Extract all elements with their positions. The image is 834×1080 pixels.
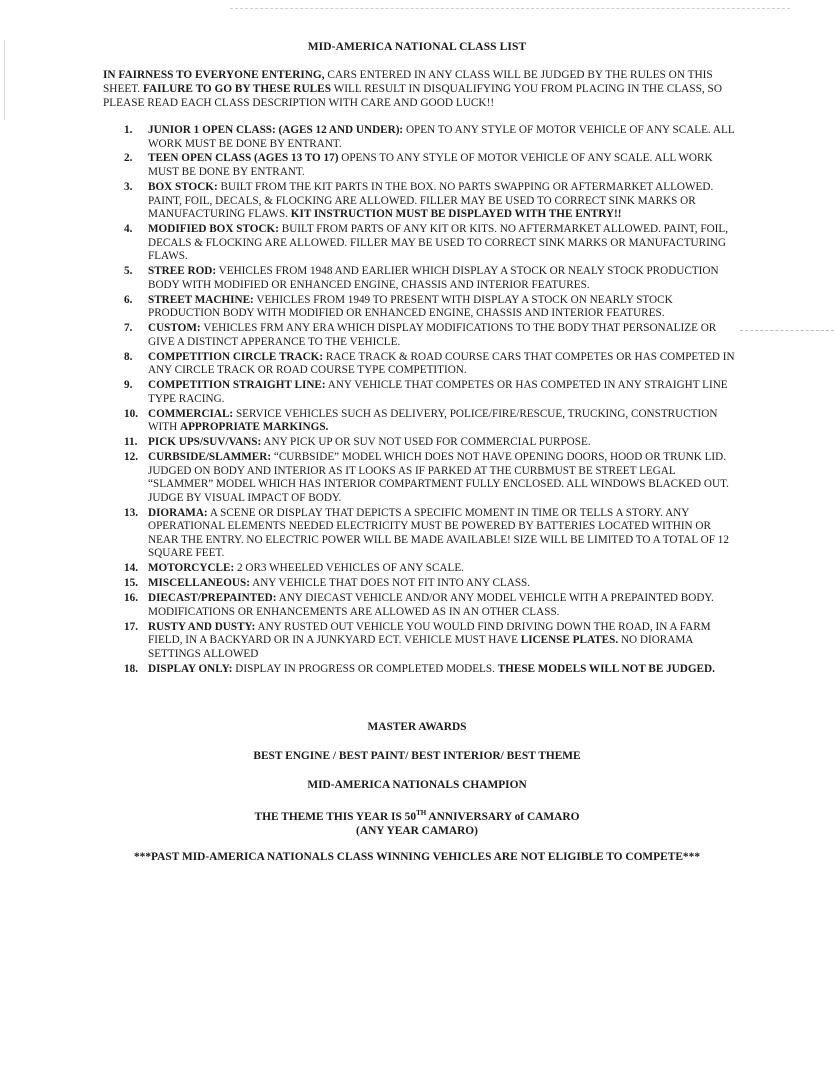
class-item — [110, 451, 740, 505]
class-number: 16. — [124, 592, 138, 605]
class-description: OPEN TO ANY STYLE OF MOTOR VEHICLE OF ANY SCALE. ALL WORK MUST BE DONE BY ENTRANT. — [148, 124, 735, 150]
class-description: VEHICLES FROM 1949 TO PRESENT WITH DISPLAY A STOCK ON NEARLY STOCK PRODUCTION BODY WITH MODIFIED OR ENHANCED ENGINE, CHASSIS AND INTERIOR FEATURES. — [148, 293, 673, 320]
class-label: MOTORCYCLE: — [148, 562, 235, 575]
class-description: 2 OR3 WHEELED VEHICLES OF ANY SCALE. — [234, 562, 464, 575]
class-number: 6. — [124, 293, 133, 306]
class-description-tail: NO DIORAMA SETTINGS ALLOWED — [148, 634, 693, 660]
class-label: DIECAST/PREPAINTED: — [148, 592, 277, 605]
master-awards-heading: MASTER AWARDS — [367, 721, 467, 733]
class-number: 13. — [124, 506, 138, 519]
class-number: 7. — [124, 322, 133, 335]
class-item — [110, 436, 740, 450]
class-number: 4. — [124, 223, 133, 236]
class-label: DIORAMA: — [148, 506, 208, 519]
class-list — [110, 124, 740, 678]
class-label: STREE ROD: — [148, 265, 217, 278]
class-item — [110, 223, 740, 264]
class-item — [110, 507, 740, 561]
class-label: COMMERCIAL: — [148, 407, 234, 420]
class-item — [110, 124, 740, 151]
theme-text: THE THEME THIS YEAR IS 50 — [254, 811, 417, 823]
class-item — [110, 408, 740, 435]
class-item — [110, 294, 740, 321]
class-label: TEEN OPEN CLASS (AGES 13 TO 17) — [148, 152, 339, 165]
class-description: ANY RUSTED OUT VEHICLE YOU WOULD FIND DRIVING DOWN THE ROAD, IN A FARM FIELD, IN A BACKYARD OR IN A JUNKYARD ECT. VEHICLE MUST HAVE — [148, 620, 711, 647]
class-description: OPENS TO ANY STYLE OF MOTOR VEHICLE OF ANY SCALE. ALL WORK MUST BE DONE BY ENTRANT. — [148, 152, 713, 179]
class-emphasis: KIT INSTRUCTION MUST BE DISPLAYED WITH THE ENTRY!! — [290, 208, 622, 221]
class-label: MODIFIED BOX STOCK: — [148, 223, 279, 236]
class-number: 12. — [124, 450, 138, 463]
class-item — [110, 265, 740, 292]
class-label: JUNIOR 1 OPEN CLASS: (AGES 12 AND UNDER): — [148, 124, 404, 136]
class-item — [110, 663, 740, 677]
class-number: 8. — [124, 350, 133, 363]
class-description: VEHICLES FROM 1948 AND EARLIER WHICH DISPLAY A STOCK OR NEALY STOCK PRODUCTION BODY WITH MODIFIED OR ENHANCED ENGINE, CHASSIS AND INTERIOR FEATURES. — [148, 265, 719, 291]
class-label: MISCELLANEOUS: — [148, 577, 250, 590]
class-item — [110, 562, 740, 576]
theme-superscript: TH — [416, 809, 427, 817]
class-description: ANY VEHICLE THAT DOES NOT FIT INTO ANY CLASS. — [249, 577, 531, 590]
scan-artifact-line — [740, 330, 834, 331]
class-emphasis: APPROPRIATE MARKINGS. — [180, 421, 329, 434]
class-description: BUILT FROM THE KIT PARTS IN THE BOX. NO PARTS SWAPPING OR AFTERMARKET ALLOWED. PAINT, FOIL, DECALS, & FLOCKING ARE ALLOWED. FILLER MAY BE USED TO CORRECT SINK MARKS OR MANUFACTURING FLAWS. — [148, 180, 714, 221]
class-item — [110, 621, 740, 662]
class-description: BUILT FROM PARTS OF ANY KIT OR KITS. NO AFTERMARKET ALLOWED. PAINT, FOIL, DECALS & FLOCKING ARE ALLOWED. FILLER MAY BE USED TO CORRECT SINK MARKS OR MANUFACTURING FLAWS. — [148, 223, 729, 263]
class-number: 10. — [124, 407, 138, 420]
class-number: 3. — [124, 180, 133, 193]
class-item — [110, 181, 740, 222]
class-description: ANY VEHICLE THAT COMPETES OR HAS COMPETED IN ANY STRAIGHT LINE TYPE RACING. — [148, 379, 728, 405]
class-number: 1. — [124, 124, 133, 136]
class-number: 5. — [124, 265, 133, 278]
class-description: DISPLAY IN PROGRESS OR COMPLETED MODELS. — [232, 662, 498, 675]
class-number: 11. — [124, 436, 138, 449]
theme-block — [0, 806, 834, 838]
class-label: BOX STOCK: — [148, 180, 218, 193]
theme-text: ANNIVERSARY of CAMARO — [426, 811, 580, 823]
class-label: PICK UPS/SUV/VANS: — [148, 436, 262, 449]
class-number: 9. — [124, 379, 133, 392]
class-description: RACE TRACK & ROAD COURSE CARS THAT COMPETES OR HAS COMPETED IN ANY CIRCLE TRACK OR ROAD COURSE TYPE COMPETITION. — [148, 350, 735, 377]
class-item — [110, 577, 740, 591]
class-label: COMPETITION CIRCLE TRACK: — [148, 350, 324, 363]
intro-warning: FAILURE TO GO BY THESE RULES — [142, 83, 331, 95]
theme-subtext: (ANY YEAR CAMARO) — [356, 825, 478, 837]
class-label: RUSTY AND DUSTY: — [148, 620, 256, 633]
class-number: 14. — [124, 562, 138, 575]
intro-lead: IN FAIRNESS TO EVERYONE ENTERING, — [103, 69, 325, 81]
scan-artifact-line — [230, 8, 790, 9]
class-label: STREET MACHINE: — [148, 293, 254, 306]
class-description: “CURBSIDE” MODEL WHICH DOES NOT HAVE OPENING DOORS, HOOD OR TRUNK LID. JUDGED ON BODY AND INTERIOR AS IT LOOKS AS IF PARKED AT THE CURBMUST BE STREET LEGAL “SLAMMER” MODEL WHICH HAS INTERIOR COMPARTMENT FULLY ENCLOSED. ALL WINDOWS BLACKED OUT. JUDGE BY VISUAL IMPACT OF BODY. — [148, 450, 729, 504]
class-description: SERVICE VEHICLES SUCH AS DELIVERY, POLICE/FIRE/RESCUE, TRUCKING, CONSTRUCTION WITH — [148, 407, 718, 434]
class-emphasis: THESE MODELS WILL NOT BE JUDGED. — [497, 662, 715, 675]
class-label: COMPETITION STRAIGHT LINE: — [148, 379, 326, 392]
class-description: ANY PICK UP OR SUV NOT USED FOR COMMERCIAL PURPOSE. — [261, 436, 591, 449]
intro-text: CARS ENTERED IN ANY CLASS WILL BE JUDGED BY THE RULES ON THIS SHEET. — [103, 69, 713, 95]
class-label: CUSTOM: — [148, 322, 201, 335]
intro-paragraph — [103, 68, 743, 110]
class-number: 17. — [124, 620, 138, 633]
champion-heading: MID-AMERICA NATIONALS CHAMPION — [307, 779, 527, 791]
class-number: 18. — [124, 662, 138, 675]
class-description: A SCENE OR DISPLAY THAT DEPICTS A SPECIFIC MOMENT IN TIME OR TELLS A STORY. ANY OPERATIONAL ELEMENTS NEEDED ELECTRICITY MUST BE POWERED BY BATTERIES LOCATED WITHIN OR NEAR THE ENTRY. NO ELECTRIC POWER WILL BE MADE AVAILABLE! SIZE WILL BE LIMITED TO A TOTAL OF 12 SQUARE FEET. — [148, 506, 729, 560]
class-emphasis: LICENSE PLATES. — [520, 634, 619, 647]
class-description: VEHICLES FRM ANY ERA WHICH DISPLAY MODIFICATIONS TO THE BODY THAT PERSONALIZE OR GIVE A DISTINCT APPERANCE TO THE VEHICLE. — [148, 322, 717, 348]
awards-line: BEST ENGINE / BEST PAINT/ BEST INTERIOR/ BEST THEME — [253, 750, 581, 762]
eligibility-note: ***PAST MID-AMERICA NATIONALS CLASS WINNING VEHICLES ARE NOT ELIGIBLE TO COMPETE*** — [133, 851, 701, 863]
class-item — [110, 592, 740, 619]
intro-text: WILL RESULT IN DISQUALIFYING YOU FROM PLACING IN THE CLASS, SO PLEASE READ EACH CLASS DESCRIPTION WITH CARE AND GOOD LUCK!! — [103, 83, 723, 109]
class-item — [110, 152, 740, 179]
class-label: CURBSIDE/SLAMMER: — [148, 450, 272, 463]
class-item — [110, 351, 740, 378]
class-number: 2. — [124, 152, 133, 165]
class-number: 15. — [124, 577, 138, 590]
page-title: MID-AMERICA NATIONAL CLASS LIST — [307, 41, 527, 53]
class-description: ANY DIECAST VEHICLE AND/OR ANY MODEL VEHICLE WITH A PREPAINTED BODY. MODIFICATIONS OR ENHANCEMENTS ARE ALLOWED AS IN AN OTHER CLASS. — [148, 592, 714, 618]
class-item — [110, 379, 740, 406]
class-item — [110, 322, 740, 349]
class-label: DISPLAY ONLY: — [148, 662, 233, 675]
